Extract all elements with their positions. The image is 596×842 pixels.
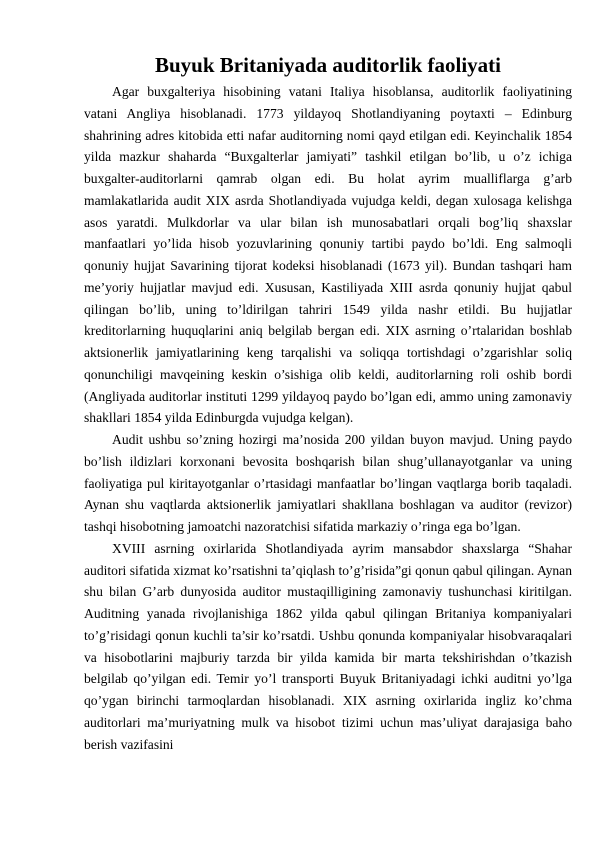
paragraph-text: Audit ushbu so’zning hozirgi ma’nosida 200 yildan buyon mavjud. Uning paydo bo’lish ildizlari korxonani bevosita boshqarish bilan shug’ullanayotganlar va uning faoliyatiga pul kiritayotganlar o’rtasidagi manfaatlar bo’lingan vaqtlarga borib taqaladi. Aynan shu vaqtlarda aktsionerlik jamiyatlari shakllana boshlagan va auditor (revizor) tashqi hisobotning jamoatchi nazoratchisi sifatida markaziy o’ringa ega bo’lgan. xyxy=(84,432,572,534)
document-title: Buyuk Britaniyada auditorlik faoliyati xyxy=(155,53,501,77)
paragraph xyxy=(84,81,572,429)
paragraph xyxy=(84,429,572,538)
document-page xyxy=(84,52,572,755)
paragraph-text: Agar buxgalteriya hisobining vatani Italiya hisoblansa, auditorlik faoliyatining vatani Angliya hisoblanadi. 1773 yildayoq Shotlandiyaning poytaxti – Edinburg shahrining adres kitobida etti nafar auditorning nomi qayd etilgan edi. Keyinchalik 1854 yilda mazkur shaharda “Buxgalterlar jamiyati” tashkil etilgan bo’lib, u o’z ichiga buxgalter-auditorlarni qamrab olgan edi. Bu holat ayrim mualliflarga g’arb mamlakatlarida audit XIX asrda Shotlandiyada vujudga keldi, degan xulosaga kelishga asos yaratdi. Mulkdorlar va ular bilan ish munosabatlari orqali bog’liq shaxslar manfaatlari yo’lida hisob yozuvlarining qonuniy tartibi paydo bo’ldi. Eng salmoqli qonuniy hujjat Savarining tijorat kodeksi hisoblanadi (1673 yil). Bundan tashqari ham me’yoriy hujjatlar mavjud edi. Xususan, Kastiliyada XIII asrda qonuniy hujjat qabul qilingan bo’lib, uning to’ldirilgan tahriri 1549 yilda nashr etildi. Bu hujjatlar kreditorlarning huquqlarini aniq belgilab bergan edi. XIX asrning o’rtalaridan boshlab aktsionerlik jamiyatlarining keng tarqalishi va soliqqa tortishdagi o’zgarishlar soliq qonunchiligi mavqeining keskin o’sishiga olib keldi, auditorlarning roli oshib bordi (Angliyada auditorlar instituti 1299 yildayoq paydo bo’lgan edi, ammo uning zamonaviy shakllari 1854 yilda Edinburgda vujudga kelgan). xyxy=(84,84,572,426)
paragraph-text: XVIII asrning oxirlarida Shotlandiyada ayrim mansabdor shaxslarga “Shahar auditori sifatida xizmat ko’rsatishni ta’qiqlash to’g’risida”gi qonun qabul qilingan. Aynan shu bilan G’arb dunyosida auditor mustaqilligining zamonaviy tushunchasi kiritilgan. Auditning yanada rivojlanishiga 1862 yilda qabul qilingan Britaniya kompaniyalari to’g’risidagi qonun kuchli ta’sir ko’rsatdi. Ushbu qonunda kompaniyalar hisobvaraqalari va hisobotlarini majburiy tarzda bir yilda kamida bir marta tekshirishdan o’tkazish belgilab qo’yilgan edi. Temir yo’l transporti Buyuk Britaniyadagi ichki auditni yo’lga qo’ygan birinchi tarmoqlardan hisoblanadi. XIX asrning oxirlarida ingliz ko’chma auditorlari ma’muriyatning mulk va hisobot tizimi uchun mas’uliyat darajasiga baho berish vazifasini xyxy=(84,540,572,752)
paragraph xyxy=(84,538,572,756)
